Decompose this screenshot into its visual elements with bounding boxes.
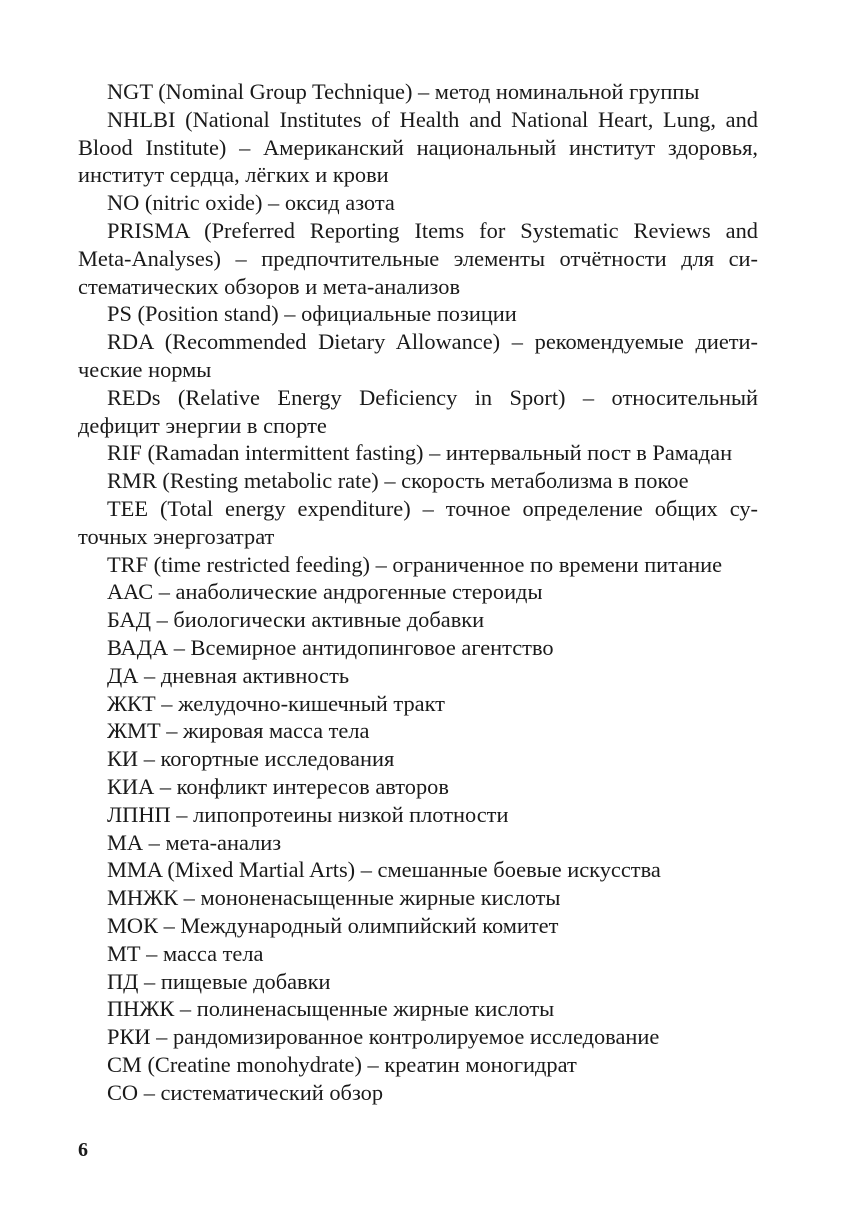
- abbreviation-entry: [78, 1051, 758, 1079]
- entry-line: REDs (Relative Energy Deficiency in Sport) – относительный: [107, 384, 758, 410]
- abbreviation-entry: [78, 968, 758, 996]
- entry-line: NHLBI (National Institutes of Health and National Heart, Lung, and: [107, 106, 758, 132]
- abbreviation-entry: [78, 662, 758, 690]
- abbreviation-entry: [78, 300, 758, 328]
- abbreviation-entry: [78, 495, 758, 551]
- page-number: 6: [78, 1139, 88, 1161]
- abbreviation-entry: [78, 551, 758, 579]
- abbreviation-entry: [78, 439, 758, 467]
- abbreviation-entry: [78, 690, 758, 718]
- entry-line: ЛПНП – липопротеины низкой плотности: [107, 801, 509, 827]
- entry-line: ЖМТ – жировая масса тела: [107, 718, 370, 744]
- entry-line: МНЖК – мононенасыщенные жирные кислоты: [107, 885, 561, 911]
- entry-line: RIF (Ramadan intermittent fasting) – интервальный пост в Рамадан: [107, 440, 733, 466]
- abbreviation-entry: [78, 1079, 758, 1107]
- entry-line: RDA (Recommended Dietary Allowance) – рекомендуемые диети-: [107, 329, 758, 355]
- entry-line: КИА – конфликт интересов авторов: [107, 773, 449, 799]
- entry-line: MMA (Mixed Martial Arts) – смешанные боевые искусства: [107, 857, 661, 883]
- entry-line: ДА – дневная активность: [107, 662, 350, 688]
- entry-line: NGT (Nominal Group Technique) – метод номинальной группы: [107, 79, 700, 104]
- abbreviation-entry: [78, 189, 758, 217]
- entry-line: ПНЖК – полиненасыщенные жирные кислоты: [107, 996, 555, 1022]
- entry-line: PS (Position stand) – официальные позиции: [107, 301, 517, 327]
- abbreviation-entry: [78, 773, 758, 801]
- abbreviation-entry: [78, 912, 758, 940]
- abbreviation-entry: [78, 940, 758, 968]
- entry-line: ААС – анаболические андрогенные стероиды: [107, 579, 543, 605]
- entry-line: институт сердца, лёгких и крови: [78, 162, 389, 188]
- abbreviation-entry: [78, 995, 758, 1023]
- entry-line: ческие нормы: [78, 356, 212, 382]
- entry-line: дефицит энергии в спорте: [78, 412, 327, 438]
- entry-line: ЖКТ – желудочно-кишечный тракт: [107, 690, 445, 716]
- abbreviation-entry: [78, 829, 758, 857]
- abbreviations-list: [78, 78, 758, 1106]
- abbreviation-entry: [78, 1023, 758, 1051]
- entry-line: КИ – когортные исследования: [107, 746, 395, 772]
- entry-line: стематических обзоров и мета-анализов: [78, 273, 461, 299]
- abbreviation-entry: [78, 106, 758, 189]
- entry-line: TEE (Total energy expenditure) – точное определение общих су-: [107, 495, 758, 521]
- abbreviation-entry: [78, 578, 758, 606]
- abbreviation-entry: [78, 884, 758, 912]
- entry-line: ПД – пищевые добавки: [107, 968, 331, 994]
- abbreviation-entry: [78, 856, 758, 884]
- entry-line: Meta-Analyses) – предпочтительные элементы отчётности для си-: [78, 245, 758, 271]
- abbreviation-entry: [78, 634, 758, 662]
- entry-line: точных энергозатрат: [78, 523, 275, 549]
- entry-line: РКИ – рандомизированное контролируемое исследование: [107, 1024, 660, 1050]
- abbreviation-entry: [78, 384, 758, 440]
- entry-line: БАД – биологически активные добавки: [107, 607, 485, 633]
- entry-line: RMR (Resting metabolic rate) – скорость метаболизма в покое: [107, 468, 689, 494]
- abbreviation-entry: [78, 467, 758, 495]
- entry-line: ВАДА – Всемирное антидопинговое агентство: [107, 634, 554, 660]
- entry-line: NO (nitric oxide) – оксид азота: [107, 190, 395, 216]
- abbreviation-entry: [78, 78, 758, 106]
- abbreviation-entry: [78, 217, 758, 300]
- entry-line: CM (Creatine monohydrate) – креатин моногидрат: [107, 1051, 577, 1077]
- entry-line: СО – систематический обзор: [107, 1079, 384, 1105]
- entry-line: МТ – масса тела: [107, 940, 264, 966]
- entry-line: МА – мета-анализ: [107, 829, 282, 855]
- abbreviation-entry: [78, 801, 758, 829]
- abbreviation-entry: [78, 745, 758, 773]
- entry-line: МОК – Международный олимпийский комитет: [107, 912, 559, 938]
- entry-line: PRISMA (Preferred Reporting Items for Systematic Reviews and: [107, 217, 758, 243]
- entry-line: TRF (time restricted feeding) – ограниченное по времени питание: [107, 551, 723, 577]
- abbreviation-entry: [78, 717, 758, 745]
- entry-line: Blood Institute) – Американский национальный институт здоровья,: [78, 134, 758, 160]
- abbreviation-entry: [78, 328, 758, 384]
- abbreviation-entry: [78, 606, 758, 634]
